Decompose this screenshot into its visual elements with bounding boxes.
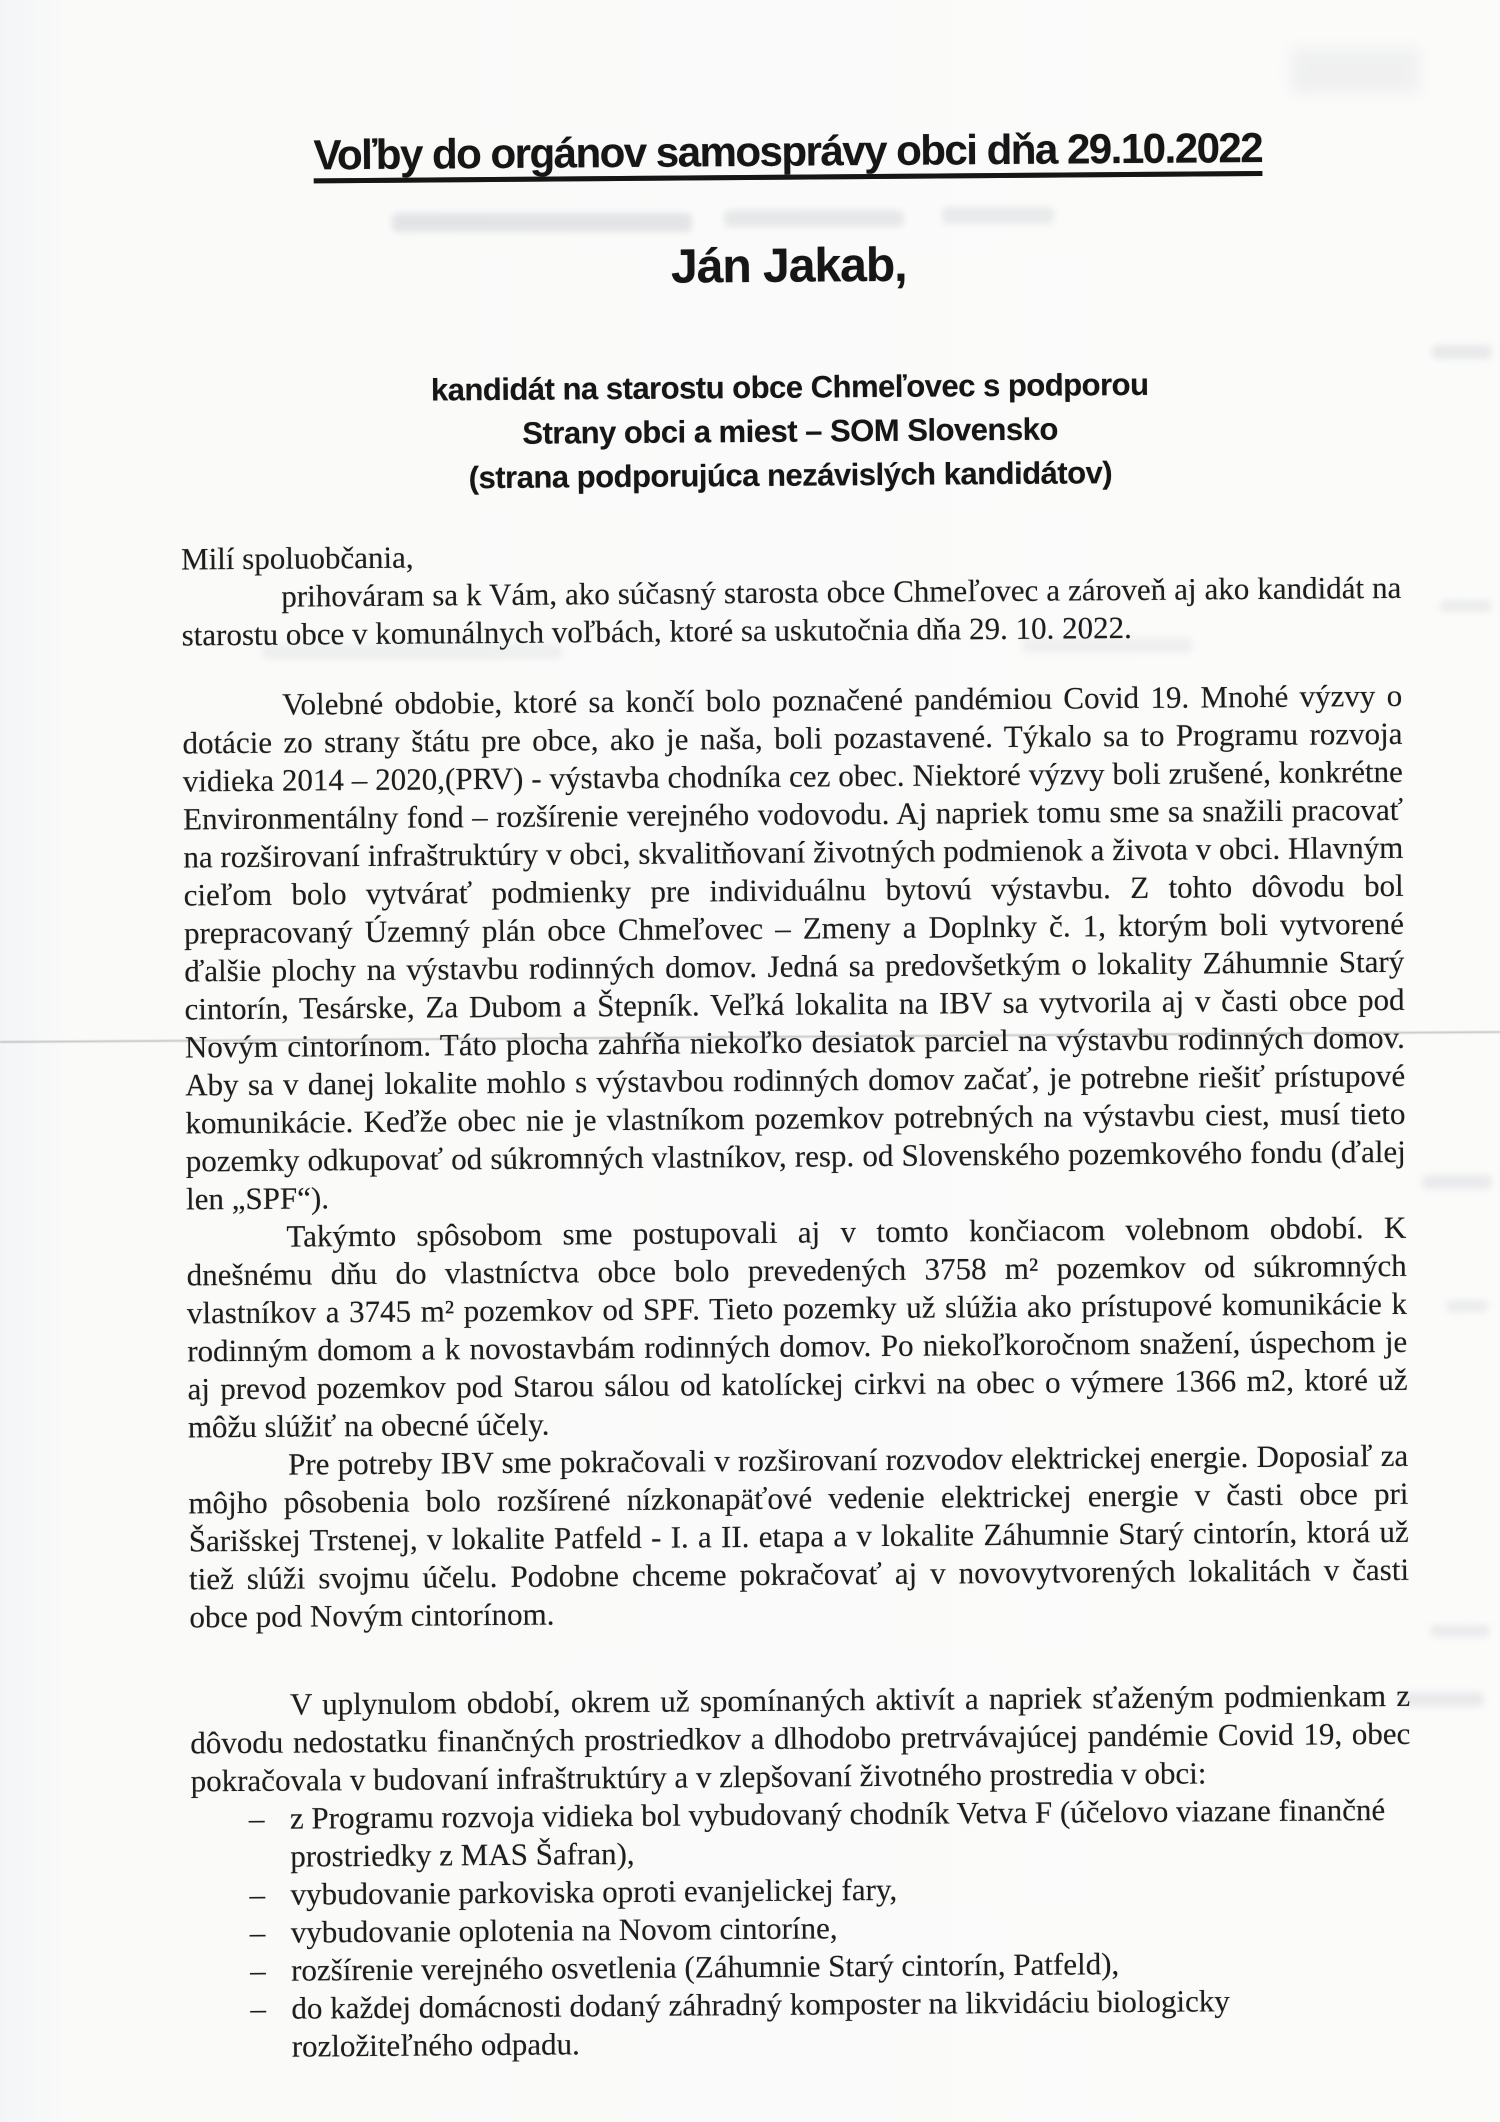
list-item-text: rozšírenie verejného osvetlenia (Záhumnie Starý cintorín, Patfeld), [290, 1946, 1120, 1988]
paragraph-land-transfers: Takýmto spôsobom sme postupovali aj v tomto končiacom volebnom období. K dnešnému dňu do vlastníctva obce bolo prevedených 3758 m² pozemkov od súkromných vlastníkov a 3745 m² pozemkov od SPF. Tieto pozemky už slúžia ako prístupové komunikácie k rodinným domom a k novostavbám rodinných domov. Po niekoľkoročnom snažení, úspechom je aj prevod pozemkov pod Starou sálou od katolíckej cirkvi na obec o výmere 1366 m2, ktoré už môžu slúžiť na obecné účely. [186, 1209, 1408, 1445]
dash-bullet-icon: – [249, 1952, 266, 1988]
salutation-block [181, 531, 1402, 655]
dash-bullet-icon: – [249, 1914, 266, 1950]
paragraph-election-term: Volebné obdobie, ktoré sa končí bolo poznačené pandémiou Covid 19. Mnohé výzvy o dotácie zo strany štátu pre obce, ako je naša, boli pozastavené. Týkalo sa to Programu rozvoja vidieka 2014 – 2020,(PRV) - výstavba chodníka cez obec. Niektoré výzvy boli zrušené, konkrétne Environmentálny fond – rozšírenie verejného vodovodu. Aj napriek tomu sme sa snažili pracovať na rozširovaní infraštruktúry v obci, skvalitňovaní životných podmienok a života v obci. Hlavným cieľom bolo vytvárať podmienky pre individuálnu bytovú výstavbu. Z tohto dôvodu bol prepracovaný Územný plán obce Chmeľovec – Zmeny a Doplnky č. 1, ktorým boli vytvorené ďalšie plochy na výstavbu rodinných domov. Jedná sa predovšetkým o lokality Záhumnie Starý cintorín, Tesárske, Za Dubom a Štepník. Veľká lokalita na IBV sa vytvorila aj v časti obce pod Novým cintorínom. Táto plocha zahŕňa niekoľko desiatok parciel na výstavbu rodinných domov. Aby sa v danej lokalite mohlo s výstavbou rodinných domov začať, je potrebne riešiť prístupové komunikácie. Keďže obec nie je vlastníkom pozemkov potrebných na výstavbu ciest, musí tieto pozemky odkupovať od súkromných vlastníkov, resp. od Slovenského pozemkového fondu (ďalej len „SPF“). [182, 677, 1406, 1217]
intro-paragraph: prihováram sa k Vám, ako súčasný starosta obce Chmeľovec a zároveň aj ako kandidát na starostu obce v komunálnych voľbách, ktoré sa uskutočnia dňa 29. 10. 2022. [181, 569, 1402, 653]
list-item [191, 1791, 1412, 1877]
list-item-text: vybudovanie oplotenia na Novom cintoríne, [290, 1910, 838, 1950]
letter-body [182, 677, 1413, 2067]
paragraph-recent-period: V uplynulom období, okrem už spomínaných aktivít a napriek sťaženým podmienkam z dôvodu nedostatku finančných prostriedkov a dlhodobo pretrvávajúcej pandémie Covid 19, obec pokračovala v budovaní infraštruktúry a v zlepšovaní životného prostredia v obci: [190, 1677, 1411, 1799]
subtitle-line-1: kandidát na starostu obce Chmeľovec s podporou [430, 366, 1149, 408]
paragraph-electricity: Pre potreby IBV sme pokračovali v rozširovaní rozvodov elektrickej energie. Doposiaľ za môjho pôsobenia bolo rozšírené nízkonapäťové vedenie elektrickej energie v časti obce pri Šarišskej Trstenej, v lokalite Patfeld - I. a II. etapa a v lokalite Záhumnie Starý cintorín, ktorá už tiež slúži svojmu účelu. Podobne chceme pokračovať aj v novovytvorených lokalitách v časti obce pod Novým cintorínom. [188, 1437, 1410, 1635]
list-item [192, 1981, 1413, 2067]
list-item-text: vybudovanie parkoviska oproti evanjelickej fary, [290, 1871, 898, 1912]
list-item-text: do každej domácnosti dodaný záhradný komposter na likvidáciu biologicky rozložiteľného odpadu. [291, 1983, 1230, 2064]
list-item-text: z Programu rozvoja vidieka bol vybudovaný chodník Vetva F (účelovo viazane finančné prostriedky z MAS Šafran), [289, 1792, 1386, 1874]
dash-bullet-icon: – [248, 1800, 265, 1836]
greeting: Milí spoluobčania, [180, 539, 414, 577]
page-title: Voľby do orgánov samosprávy obci dňa 29.10.2022 [313, 123, 1263, 179]
candidate-name: Ján Jakab, [670, 238, 907, 294]
candidate-subtitle [180, 361, 1401, 503]
achievements-list [191, 1791, 1413, 2067]
subtitle-line-3: (strana podporujúca nezávislých kandidátov) [468, 455, 1113, 496]
dash-bullet-icon: – [249, 1876, 266, 1912]
dash-bullet-icon: – [250, 1990, 267, 2026]
subtitle-line-2: Strany obci a miest – SOM Slovensko [522, 411, 1058, 451]
